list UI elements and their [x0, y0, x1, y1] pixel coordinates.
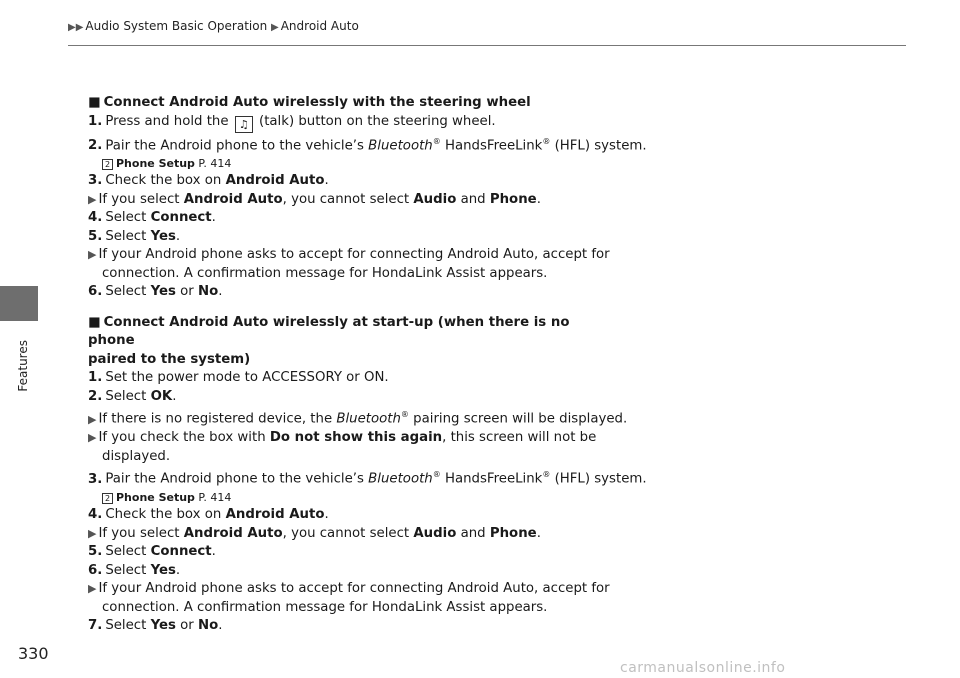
- step-3-note: ▶ If you select Android Auto, you cannot select Audio and Phone.: [88, 191, 541, 207]
- step-5: 5. Select Yes.: [88, 228, 181, 244]
- step-4-note: ▶ If you select Android Auto, you cannot select Audio and Phone.: [88, 525, 541, 541]
- step-6-note-continued: connection. A confirmation message for HondaLink Assist appears.: [102, 599, 548, 615]
- talk-button-icon: ♫: [235, 116, 253, 133]
- chapter-tab-marker: [0, 286, 38, 321]
- step-7: 7. Select Yes or No.: [88, 618, 223, 634]
- square-bullet-icon: ■: [88, 314, 101, 330]
- step-5-note-continued: connection. A confirmation message for HondaLink Assist appears.: [102, 265, 548, 281]
- step-6: 6. Select Yes or No.: [88, 284, 223, 300]
- cross-reference-link[interactable]: 2 Phone Setup P. 414: [88, 489, 608, 506]
- section-heading-continued: paired to the system): [88, 351, 251, 367]
- reference-icon: 2: [102, 493, 113, 504]
- cross-reference-link[interactable]: 2 Phone Setup P. 414: [88, 155, 608, 172]
- step-4: 4. Check the box on Android Auto.: [88, 507, 329, 523]
- header-divider: [68, 45, 906, 46]
- chapter-label: Features: [16, 340, 30, 392]
- step-6: 6. Select Yes.: [88, 562, 181, 578]
- step-2-note: ▶ If there is no registered device, the Bluetooth® pairing screen will be displayed.: [88, 410, 628, 427]
- step-2: 2. Pair the Android phone to the vehicle’s Bluetooth® HandsFreeLink® (HFL) system.: [88, 136, 647, 153]
- step-5: 5. Select Connect.: [88, 544, 216, 560]
- step-3: 3. Pair the Android phone to the vehicle’s Bluetooth® HandsFreeLink® (HFL) system.: [88, 470, 647, 487]
- step-1: 1. Set the power mode to ACCESSORY or ON.: [88, 370, 389, 386]
- step-6-note: ▶ If your Android phone asks to accept for connecting Android Auto, accept for: [88, 581, 610, 597]
- note-arrow-icon: ▶: [88, 248, 97, 262]
- breadcrumb-arrow-icon: ▶▶: [68, 22, 84, 33]
- note-arrow-icon: ▶: [88, 582, 97, 596]
- step-2: 2. Select OK.: [88, 388, 177, 404]
- note-arrow-icon: ▶: [88, 431, 97, 445]
- step-4: 4. Select Connect.: [88, 210, 216, 226]
- step-1: 1. Press and hold the ♫ (talk) button on the steering wheel.: [88, 113, 496, 131]
- note-arrow-icon: ▶: [88, 526, 97, 540]
- section-heading: ■ Connect Android Auto wirelessly at start-up (when there is no phone: [88, 314, 570, 349]
- breadcrumb-section[interactable]: Audio System Basic Operation: [85, 19, 268, 33]
- note-arrow-icon: ▶: [88, 412, 97, 426]
- reference-icon: 2: [102, 159, 113, 170]
- note-arrow-icon: ▶: [88, 192, 97, 206]
- breadcrumb-arrow-icon: ▶: [271, 22, 279, 33]
- step-2-note: ▶ If you check the box with Do not show this again, this screen will not be: [88, 430, 597, 446]
- step-2-note-continued: displayed.: [102, 448, 171, 464]
- section-heading: ■ Connect Android Auto wirelessly with the steering wheel: [88, 95, 531, 110]
- square-bullet-icon: ■: [88, 95, 101, 110]
- step-5-note: ▶ If your Android phone asks to accept for connecting Android Auto, accept for: [88, 247, 610, 263]
- page-content: [88, 94, 647, 636]
- watermark-text: carmanualsonline.info: [620, 660, 786, 676]
- step-3: 3. Check the box on Android Auto.: [88, 173, 329, 189]
- breadcrumb-topic[interactable]: Android Auto: [280, 19, 359, 33]
- breadcrumb: [68, 19, 359, 33]
- page-number: 330: [18, 644, 49, 663]
